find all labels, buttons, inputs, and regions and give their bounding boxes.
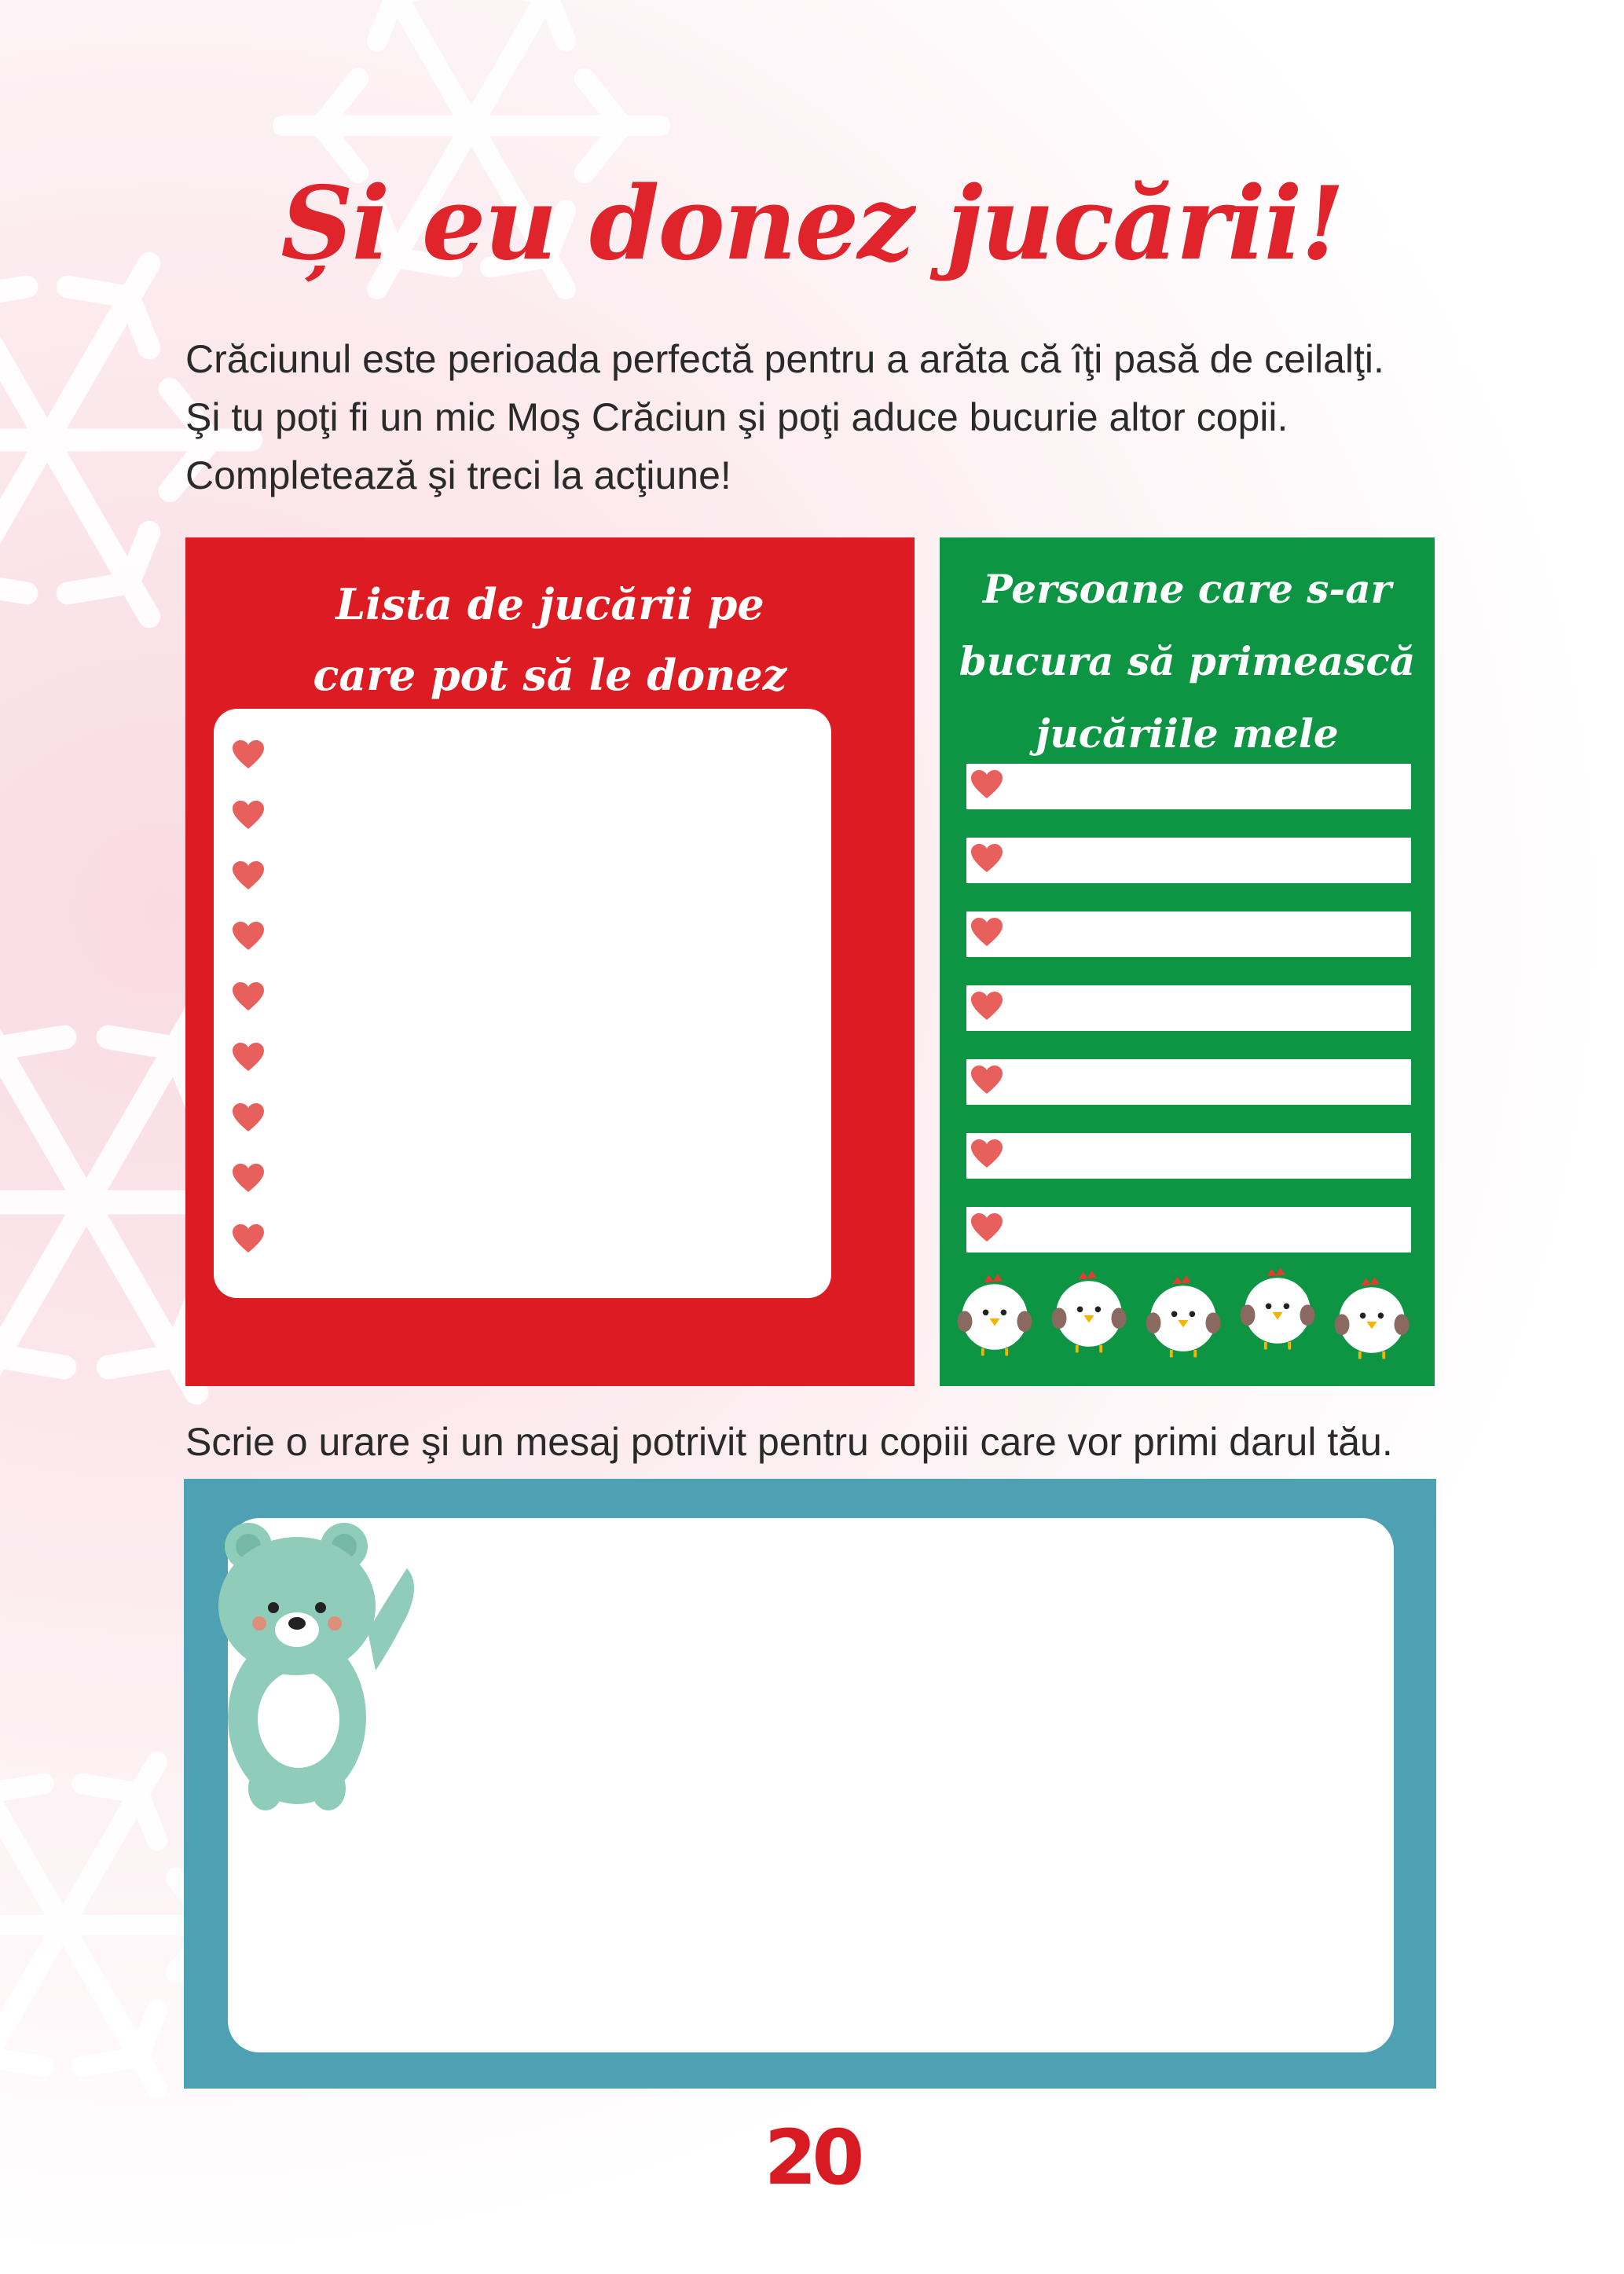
toys-title-line-1: Lista de jucării pe <box>335 579 764 629</box>
people-title-line-1: Persoane care s-ar <box>983 566 1391 612</box>
heart-icon <box>231 799 266 831</box>
heart-icon <box>231 981 266 1012</box>
chick-icon <box>1335 1277 1410 1359</box>
heart-icon <box>231 1162 266 1194</box>
heart-icon <box>231 739 266 770</box>
heart-icon <box>231 1102 266 1133</box>
toys-list-panel <box>185 537 915 1386</box>
intro-line-3: Completează şi treci la acţiune! <box>185 453 731 497</box>
heart-icon <box>231 1041 266 1073</box>
intro-line-2: Şi tu poţi fi un mic Moş Crăciun şi poţi aduce bucurie altor copii. <box>185 395 1289 439</box>
toys-title-line-2: care pot să le donez <box>313 650 787 700</box>
heart-icon <box>970 1212 1004 1243</box>
people-line-1[interactable] <box>966 764 1411 809</box>
heart-icon <box>970 990 1004 1021</box>
heart-icon <box>231 920 266 952</box>
people-title-line-3: jucăriile mele <box>1036 710 1339 757</box>
chick-icon <box>1241 1268 1315 1349</box>
heart-icon <box>970 1064 1004 1095</box>
heart-icon <box>231 860 266 891</box>
people-line-3[interactable] <box>966 911 1411 957</box>
chicks-decoration <box>955 1268 1427 1370</box>
chick-icon <box>1052 1271 1127 1353</box>
bear-icon <box>211 1513 415 1812</box>
toys-writing-area[interactable] <box>214 709 831 1298</box>
page-number: 20 <box>764 2114 860 2202</box>
people-line-2[interactable] <box>966 838 1411 883</box>
message-instruction: Scrie o urare şi un mesaj potrivit pentru copiii care vor primi darul tău. <box>185 1420 1393 1464</box>
intro-text <box>185 330 1474 504</box>
people-panel-title <box>940 553 1435 770</box>
heart-icon <box>231 1223 266 1254</box>
people-line-4[interactable] <box>966 985 1411 1031</box>
chick-icon <box>958 1274 1032 1356</box>
heart-icon <box>970 768 1004 800</box>
heart-icon <box>970 842 1004 874</box>
page-title: Și eu donez jucării! <box>280 165 1344 283</box>
people-title-line-2: bucura să primească <box>959 638 1416 684</box>
people-list-panel <box>940 537 1435 1386</box>
people-line-6[interactable] <box>966 1133 1411 1179</box>
people-line-7[interactable] <box>966 1207 1411 1253</box>
heart-icon <box>970 916 1004 948</box>
chick-icon <box>1146 1275 1221 1358</box>
heart-icon <box>970 1138 1004 1169</box>
people-line-5[interactable] <box>966 1059 1411 1105</box>
intro-line-1: Crăciunul este perioada perfectă pentru a arăta că îţi pasă de ceilalţi. <box>185 337 1384 381</box>
toys-panel-title <box>185 569 915 710</box>
